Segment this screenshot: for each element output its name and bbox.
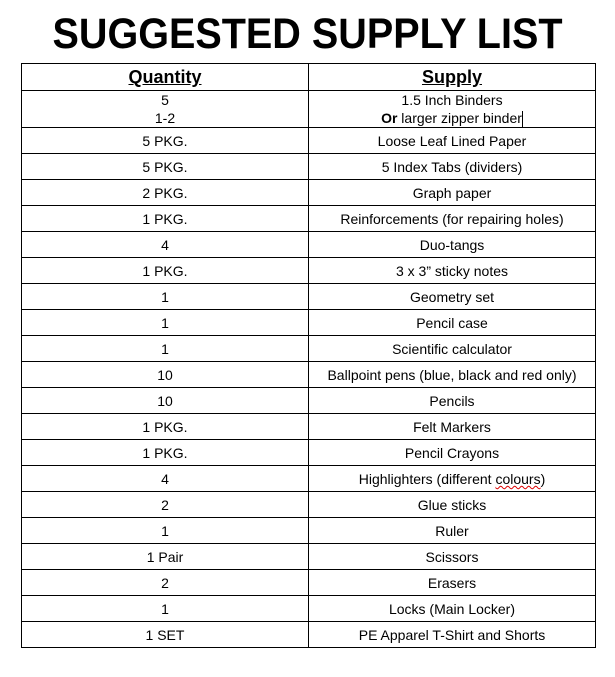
- supply-cell: Locks (Main Locker): [309, 596, 596, 622]
- supply-header: Supply: [309, 64, 596, 91]
- table-row: [22, 284, 596, 310]
- quantity-cell: 1: [22, 596, 309, 622]
- table-row: [22, 440, 596, 466]
- supply-cell: Scientific calculator: [309, 336, 596, 362]
- quantity-cell: 4: [22, 466, 309, 492]
- quantity-line: 5: [161, 92, 169, 109]
- quantity-cell: 1: [22, 518, 309, 544]
- supply-line: 1.5 Inch Binders: [401, 92, 503, 108]
- quantity-cell: 1 SET: [22, 622, 309, 648]
- quantity-cell: 1 PKG.: [22, 206, 309, 232]
- table-row: [22, 310, 596, 336]
- table-row: [22, 258, 596, 284]
- table-row: [22, 544, 596, 570]
- table-row: [22, 91, 596, 128]
- supply-cell: Pencils: [309, 388, 596, 414]
- quantity-line: 1-2: [154, 110, 176, 127]
- table-row: [22, 388, 596, 414]
- supply-cell: Reinforcements (for repairing holes): [309, 206, 596, 232]
- table-row: [22, 596, 596, 622]
- supply-cell: Ruler: [309, 518, 596, 544]
- table-row: [22, 180, 596, 206]
- table-row: [22, 154, 596, 180]
- supply-cell: Pencil case: [309, 310, 596, 336]
- quantity-cell: [22, 91, 309, 128]
- supply-cell: Felt Markers: [309, 414, 596, 440]
- supply-cell: Duo-tangs: [309, 232, 596, 258]
- table-row: [22, 336, 596, 362]
- table-header-row: [22, 64, 596, 91]
- quantity-cell: 1: [22, 310, 309, 336]
- table-row: [22, 206, 596, 232]
- supply-cell: Glue sticks: [309, 492, 596, 518]
- supply-line: [309, 109, 595, 127]
- quantity-cell: 2: [22, 570, 309, 596]
- text-cursor: [522, 111, 523, 127]
- supply-cell: Pencil Crayons: [309, 440, 596, 466]
- quantity-cell: 5 PKG.: [22, 128, 309, 154]
- quantity-cell: 1: [22, 336, 309, 362]
- quantity-cell: 1 PKG.: [22, 414, 309, 440]
- quantity-cell: 5 PKG.: [22, 154, 309, 180]
- quantity-cell: 10: [22, 362, 309, 388]
- supply-cell: Highlighters (different colours): [309, 466, 596, 492]
- supply-text: larger zipper binder: [397, 110, 522, 126]
- table-row: [22, 466, 596, 492]
- table-row: [22, 232, 596, 258]
- quantity-cell: 1: [22, 284, 309, 310]
- supply-cell: PE Apparel T-Shirt and Shorts: [309, 622, 596, 648]
- supply-cell: Loose Leaf Lined Paper: [309, 128, 596, 154]
- table-row: [22, 570, 596, 596]
- quantity-cell: 1 Pair: [22, 544, 309, 570]
- quantity-cell: 1 PKG.: [22, 440, 309, 466]
- quantity-cell: 2: [22, 492, 309, 518]
- supply-cell: Ballpoint pens (blue, black and red only): [309, 362, 596, 388]
- quantity-cell: 10: [22, 388, 309, 414]
- table-row: [22, 492, 596, 518]
- table-row: [22, 518, 596, 544]
- table-row: [22, 622, 596, 648]
- supply-cell: Erasers: [309, 570, 596, 596]
- quantity-cell: 2 PKG.: [22, 180, 309, 206]
- supply-cell: Scissors: [309, 544, 596, 570]
- supply-cell: Graph paper: [309, 180, 596, 206]
- supply-cell: Geometry set: [309, 284, 596, 310]
- supply-cell: 5 Index Tabs (dividers): [309, 154, 596, 180]
- or-label: Or: [381, 110, 398, 126]
- supply-table: [21, 63, 596, 648]
- page-title: SUGGESTED SUPPLY LIST: [52, 10, 563, 58]
- table-row: [22, 128, 596, 154]
- quantity-cell: 1 PKG.: [22, 258, 309, 284]
- spellcheck-word: colours: [495, 470, 541, 487]
- quantity-header: Quantity: [22, 64, 309, 91]
- supply-cell: 3 x 3” sticky notes: [309, 258, 596, 284]
- supply-cell: [309, 91, 596, 128]
- table-row: [22, 414, 596, 440]
- table-row: [22, 362, 596, 388]
- quantity-cell: 4: [22, 232, 309, 258]
